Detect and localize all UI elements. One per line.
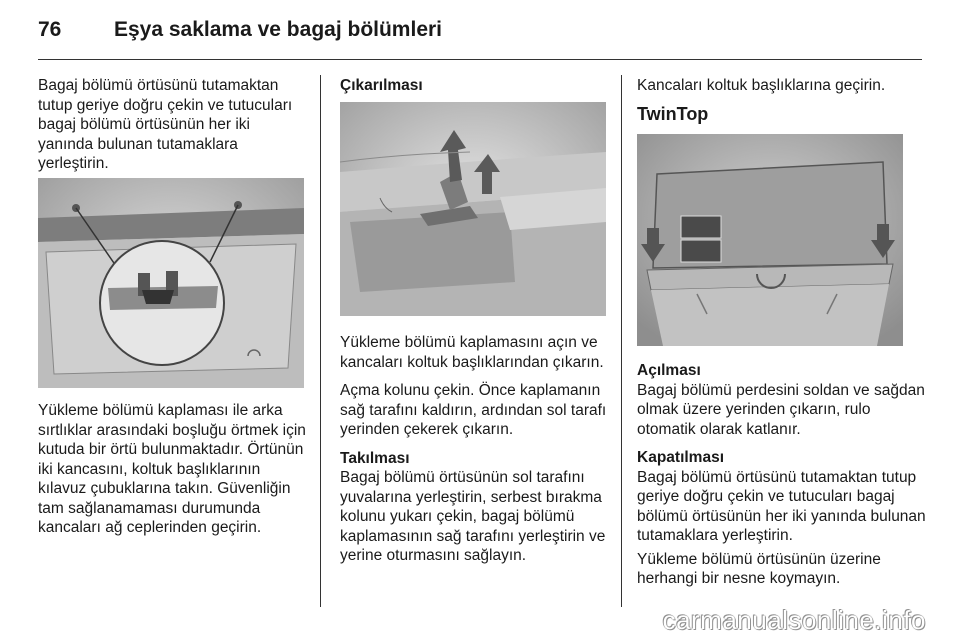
header-divider (38, 59, 922, 60)
column-divider (621, 75, 622, 607)
page-header (38, 18, 442, 48)
column-2-lower (340, 333, 608, 575)
section-heading-opening: Açılması (637, 362, 701, 379)
section-heading-removal: Çıkarılması (340, 77, 423, 94)
paragraph: Kancaları koltuk başlıklarına geçirin. (637, 77, 886, 94)
column-1 (38, 76, 308, 183)
removal-illustration (340, 102, 606, 316)
paragraph: Açma kolunu çekin. Önce kaplamanın sağ tarafını kaldırın, ardından sol tarafı yerinden çekerek çıkarın. (340, 382, 607, 438)
page-title: Eşya saklama ve bagaj bölümleri (114, 18, 443, 41)
column-1-lower (38, 401, 308, 547)
page-number: 76 (38, 18, 62, 41)
column-3-lower (637, 361, 927, 598)
paragraph: Bagaj bölümü örtüsünün sol tarafını yuvalarına yerleştirin, serbest bırakma kolunu yukarı çekin, bagaj bölümü kaplamasının sağ tarafını yerleştirin ve yerine oturmasını sağlayın. (340, 469, 606, 564)
paragraph: Bagaj bölümü perdesini soldan ve sağdan olmak üzere yerinden çıkarın, rulo otomatik olarak katlanır. (637, 381, 925, 438)
section-heading-closing: Kapatılması (637, 449, 725, 466)
paragraph: Yükleme bölümü örtüsünün üzerine herhangi bir nesne koymayın. (637, 550, 881, 587)
watermark: carmanualsonline.info (662, 605, 926, 635)
column-2 (340, 76, 608, 96)
paragraph: Yükleme bölümü kaplaması ile arka sırtlıklar arasındaki boşluğu örtmek için kutuda bir örtü bulunmaktadır. Örtünün iki kancasını, koltuk başlıklarının kılavuz çubuklarına takın. Güvenliğin tam sağlanamaması durumunda kancaları ağ ceplerinden geçirin. (38, 402, 306, 536)
twintop-cover-illustration (637, 134, 903, 346)
cargo-cover-illustration (38, 178, 304, 388)
paragraph: Bagaj bölümü örtüsünü tutamaktan tutup geriye doğru çekin ve tutucuları bagaj bölümü örtüsünün her iki yanında bulunan tutamaklara yerleştirin. (637, 468, 926, 544)
section-title-twintop: TwinTop (637, 103, 709, 124)
column-divider (320, 75, 321, 607)
column-3 (637, 76, 927, 124)
paragraph: Bagaj bölümü örtüsünü tutamaktan tutup geriye doğru çekin ve tutucuları bagaj bölümü örtüsünün her iki yanında bulunan tutamaklara yerleştirin. (38, 77, 293, 172)
paragraph: Yükleme bölümü kaplamasını açın ve kancaları koltuk başlıklarından çıkarın. (340, 334, 604, 371)
section-heading-installation: Takılması (340, 449, 410, 467)
